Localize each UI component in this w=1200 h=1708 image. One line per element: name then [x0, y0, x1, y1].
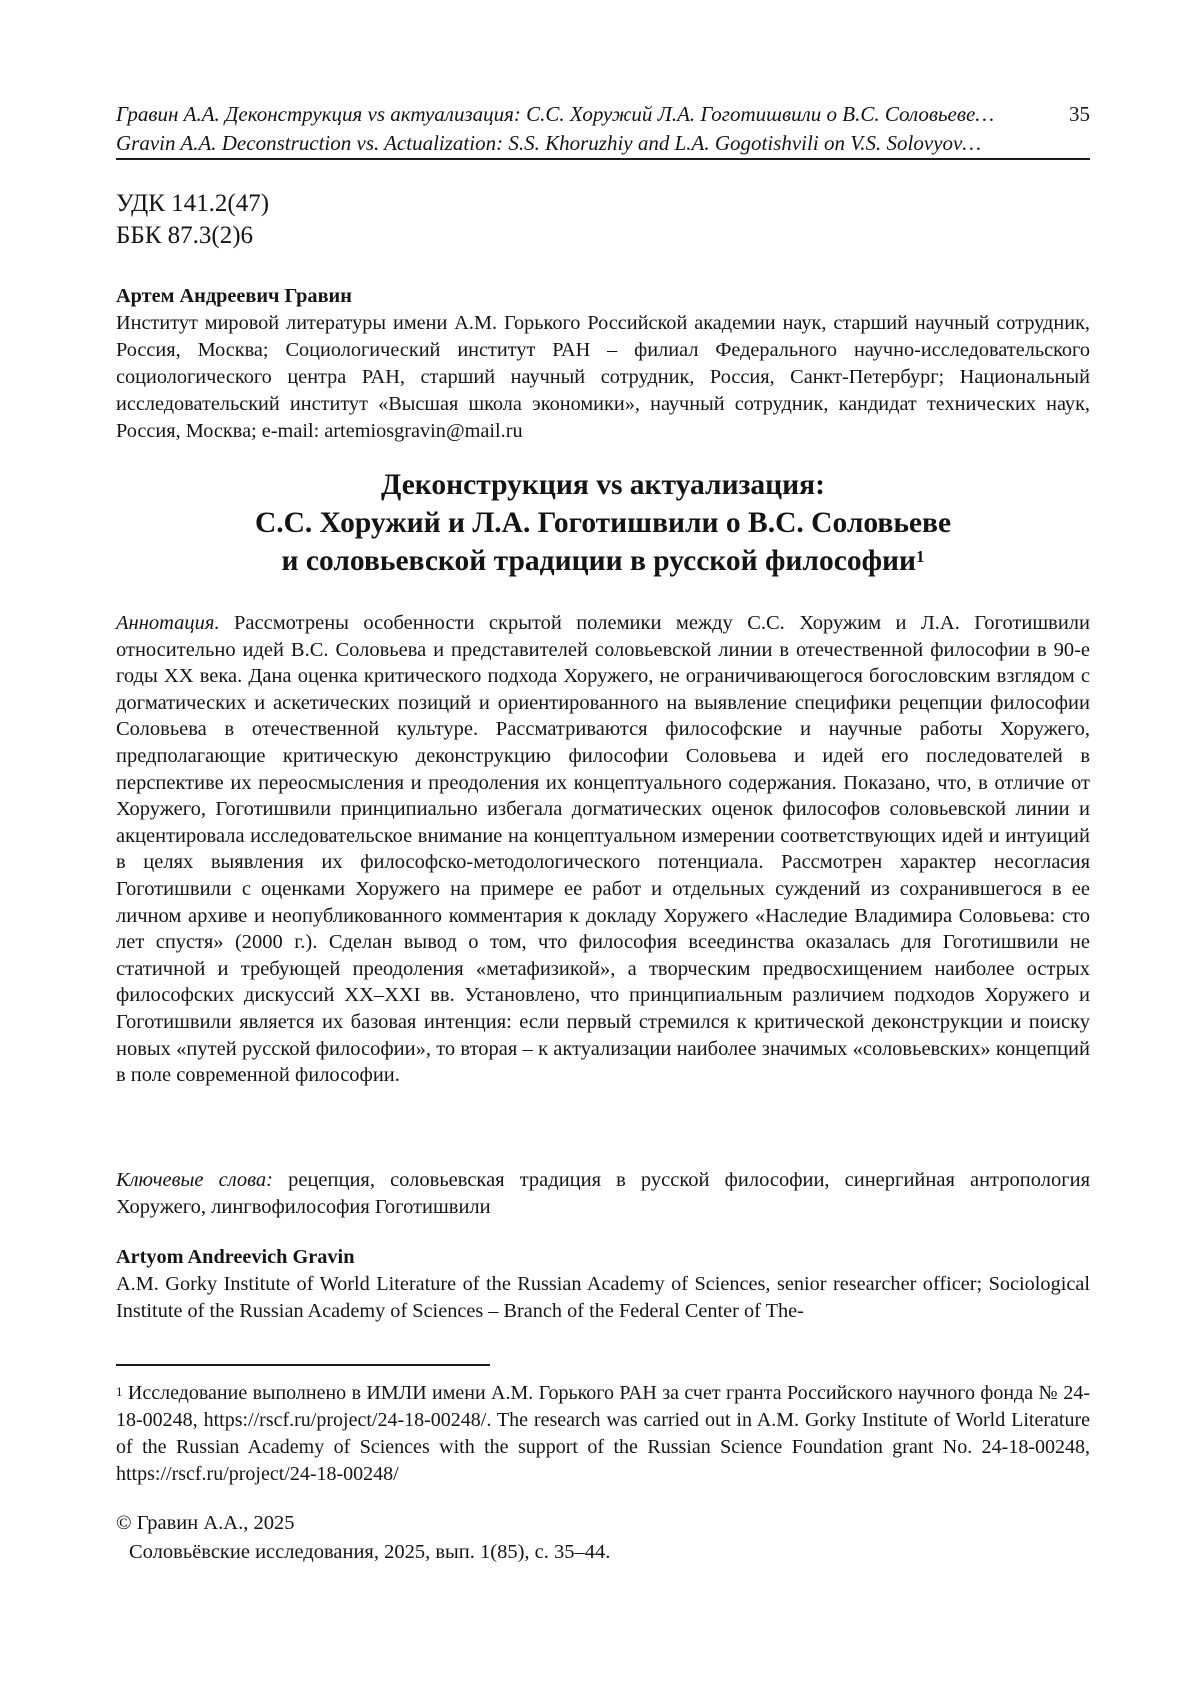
journal-citation: Соловьёвские исследования, 2025, вып. 1(85), с. 35–44.: [129, 1541, 611, 1563]
copyright-holder: © Гравин А.А., 2025: [116, 1512, 295, 1534]
title-line-2: С.С. Хоружий и Л.А. Гоготишвили о В.С. Соловьеве: [254, 507, 952, 539]
abstract: [116, 610, 1090, 1089]
footnote: [116, 1380, 1090, 1488]
header-rule: [116, 158, 1090, 160]
author-en-affiliation: A.M. Gorky Institute of World Literature of the Russian Academy of Sciences, senior researcher officer; Sociological Institute of the Russian Academy of Sciences – Branch of the Federal Center of The-: [116, 1273, 1090, 1322]
classification-codes: [116, 188, 269, 252]
page-number: 35: [1069, 102, 1090, 126]
running-head-en-line: [116, 129, 1090, 158]
title-line-1: Деконструкция vs актуализация:: [381, 469, 825, 501]
author-ru-affiliation: Институт мировой литературы имени А.М. Горького Российской академии наук, старший научный сотрудник, Россия, Москва; Социологический институт РАН – филиал Федерального научно-исследовательского социологического центра РАН, старший научный сотрудник, Россия, Санкт-Петербург; Национальный исследовательский институт «Высшая школа экономики», научный сотрудник, кандидат технических наук, Россия, Москва; e-mail: artemiosgravin@mail.ru: [116, 312, 1090, 442]
author-en-block: [116, 1244, 1090, 1325]
author-ru-name: Артем Андреевич Гравин: [116, 285, 352, 307]
running-head-en: Gravin A.A. Deconstruction vs. Actualization: S.S. Khoruzhiy and L.A. Gogotishvili on V.S. Solovyov…: [116, 131, 982, 155]
abstract-label: Аннотация.: [116, 612, 220, 634]
running-head-ru-line: [116, 100, 1090, 129]
keywords-text: рецепция, соловьевская традиция в русской философии, синергийная антропология Хоружего, лингвофилософия Гоготишвили: [116, 1169, 1091, 1218]
bbk-code: ББК 87.3(2)6: [116, 222, 254, 249]
title-line-3-text: и соловьевской традиции в русской философии: [281, 545, 916, 577]
footnote-mark: 1: [116, 1384, 123, 1399]
footnote-rule: [116, 1364, 490, 1366]
running-head: [116, 100, 1090, 158]
author-en-name: Artyom Andreevich Gravin: [116, 1246, 355, 1268]
running-head-ru: Гравин А.А. Деконструкция vs актуализация: С.С. Хоружий Л.А. Гоготишвили о В.С. Соловьеве…: [116, 102, 994, 126]
copyright-block: [116, 1509, 610, 1567]
footnote-text: Исследование выполнено в ИМЛИ имени А.М. Горького РАН за счет гранта Российского научного фонда № 24-18-00248, https://rscf.ru/project/24-18-00248/. The research was carried out in A.M. Gorky Institute of World Literature of the Russian Academy of Sciences with the support of the Russian Science Foundation grant No. 24-18-00248, https://rscf.ru/project/24-18-00248/: [116, 1382, 1090, 1485]
keywords-label: Ключевые слова:: [116, 1169, 273, 1191]
article-title: [116, 466, 1090, 580]
udk-code: УДК 141.2(47): [116, 190, 270, 217]
author-ru-block: [116, 283, 1090, 445]
keywords: [116, 1167, 1090, 1220]
abstract-text: Рассмотрены особенности скрытой полемики между С.С. Хоружим и Л.А. Гоготишвили относительно идей В.С. Соловьева и представителей соловьевской линии в отечественной философии в 90-е годы XX века. Дана оценка критического подхода Хоружего, не ограничивающегося богословским взглядом с догматических и аскетических позиций и ориентированного на выявление специфики рецепции философии Соловьева в отечественной культуре. Рассматриваются философские и научные работы Хоружего, предполагающие критическую деконструкцию философии Соловьева и идей его последователей в перспективе их переосмысления и преодоления их концептуального содержания. Показано, что, в отличие от Хоружего, Гоготишвили принципиально избегала догматических оценок философов соловьевской линии и акцентировала исследовательское внимание на концептуальном измерении соответствующих идей и интуиций в целях выявления их философско-методологического потенциала. Рассмотрен характер несогласия Гоготишвили с оценками Хоружего на примере ее работ и отдельных суждений из сохранившегося в ее личном архиве и неопубликованного комментария к докладу Хоружего «Наследие Владимира Соловьева: сто лет спустя» (2000 г.). Сделан вывод о том, что философия всеединства оказалась для Гоготишвили не статичной и требующей преодоления «метафизикой», а творческим предвосхищением наиболее острых философских дискуссий XX–XXI вв. Установлено, что принципиальным различием подходов Хоружего и Гоготишвили является их базовая интенция: если первый стремился к критической деконструкции и поиску новых «путей русской философии», то вторая – к актуализации наиболее значимых «соловьевских» концепций в поле современной философии.: [116, 612, 1090, 1087]
title-footnote-mark: 1: [915, 547, 925, 566]
title-line-3: [116, 542, 1090, 580]
